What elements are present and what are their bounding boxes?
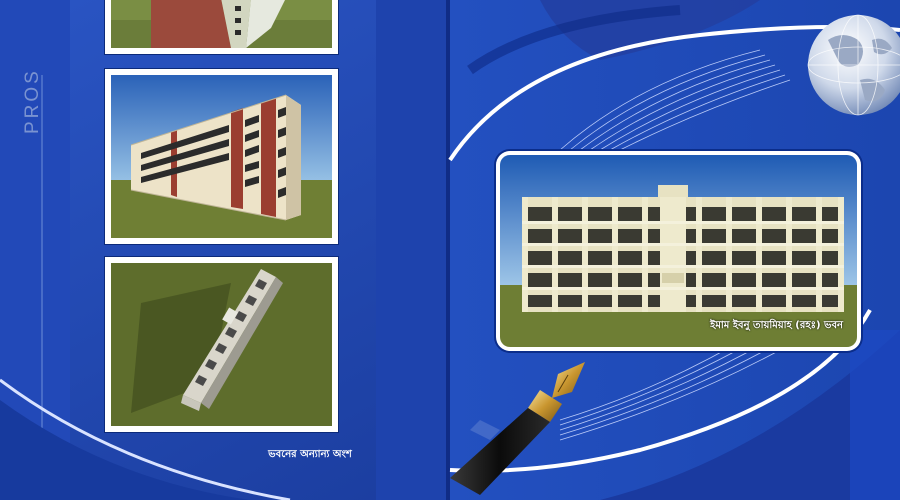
fountain-pen-icon (440, 360, 600, 500)
building-photo-aerial (105, 257, 338, 432)
left-caption: ভবনের অন্যান্য অংশ (268, 449, 352, 460)
spine-title: PROS (22, 68, 43, 134)
main-caption: ইমাম ইবনু তায়মিয়াহ (রহঃ) ভবন (710, 320, 843, 331)
building-photo-perspective (105, 69, 338, 244)
main-building-photo (496, 151, 861, 351)
building-photo-top-partial (105, 0, 338, 54)
